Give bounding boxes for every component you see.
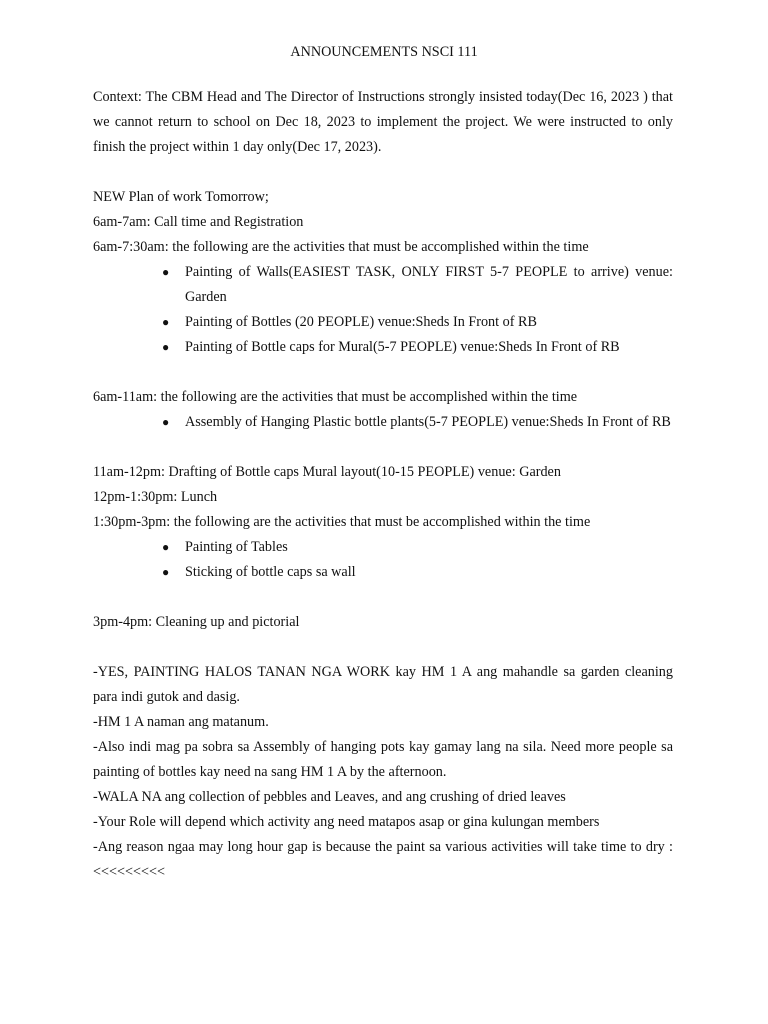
context-paragraph: Context: The CBM Head and The Director of Instructions strongly insisted today(Dec 16, 2023 ) that we cannot return to school on Dec 18, 2023 to implement the project. We were instructed to only finish the project within 1 day only(Dec 17, 2023). — [93, 89, 673, 155]
bullet-icon: ● — [162, 565, 170, 579]
bullet-icon: ● — [162, 540, 170, 554]
block2-list — [93, 410, 673, 435]
note-item: -WALA NA ang collection of pebbles and Leaves, and ang crushing of dried leaves — [93, 789, 566, 805]
schedule-drafting: 11am-12pm: Drafting of Bottle caps Mural layout(10-15 PEOPLE) venue: Garden — [93, 464, 561, 480]
schedule-lunch: 12pm-1:30pm: Lunch — [93, 489, 218, 505]
bullet-icon: ● — [162, 415, 170, 429]
document-body — [93, 85, 673, 885]
list-item-text: Painting of Walls(EASIEST TASK, ONLY FIRST 5-7 PEOPLE to arrive) venue: Garden — [185, 264, 673, 305]
note-item: -Also indi mag pa sobra sa Assembly of hanging pots kay gamay lang na sila. Need more people sa painting of bottles kay need na sang HM 1 A by the afternoon. — [93, 739, 673, 780]
schedule-block2-heading: 6am-11am: the following are the activities that must be accomplished within the time — [93, 389, 578, 405]
note-item: -HM 1 A naman ang matanum. — [93, 714, 269, 730]
note-item: -YES, PAINTING HALOS TANAN NGA WORK kay HM 1 A ang mahandle sa garden cleaning para indi gutok and dasig. — [93, 664, 673, 705]
list-item-text: Painting of Bottle caps for Mural(5-7 PEOPLE) venue:Sheds In Front of RB — [185, 339, 620, 355]
list-item — [162, 260, 673, 310]
block3-list — [93, 535, 673, 585]
list-item — [162, 535, 673, 560]
schedule-block3-heading: 1:30pm-3pm: the following are the activities that must be accomplished within the time — [93, 514, 591, 530]
note-item: -Ang reason ngaa may long hour gap is because the paint sa various activities will take time to dry :<<<<<<<<< — [93, 839, 673, 880]
bullet-icon: ● — [162, 265, 170, 279]
list-item — [162, 310, 673, 335]
list-item-text: Painting of Bottles (20 PEOPLE) venue:Sheds In Front of RB — [185, 314, 537, 330]
list-item-text: Sticking of bottle caps sa wall — [185, 564, 356, 580]
schedule-call-time: 6am-7am: Call time and Registration — [93, 214, 304, 230]
document-title: ANNOUNCEMENTS NSCI 111 — [290, 44, 478, 60]
list-item-text: Assembly of Hanging Plastic bottle plants(5-7 PEOPLE) venue:Sheds In Front of RB — [185, 414, 671, 430]
list-item-text: Painting of Tables — [185, 539, 288, 555]
schedule-block1-heading: 6am-7:30am: the following are the activities that must be accomplished within the time — [93, 239, 589, 255]
bullet-icon: ● — [162, 340, 170, 354]
bullet-icon: ● — [162, 315, 170, 329]
list-item — [162, 410, 673, 435]
list-item — [162, 335, 673, 360]
block1-list — [93, 260, 673, 360]
schedule-cleanup: 3pm-4pm: Cleaning up and pictorial — [93, 614, 300, 630]
note-item: -Your Role will depend which activity ang need matapos asap or gina kulungan members — [93, 814, 600, 830]
plan-heading: NEW Plan of work Tomorrow; — [93, 189, 269, 205]
list-item — [162, 560, 673, 585]
